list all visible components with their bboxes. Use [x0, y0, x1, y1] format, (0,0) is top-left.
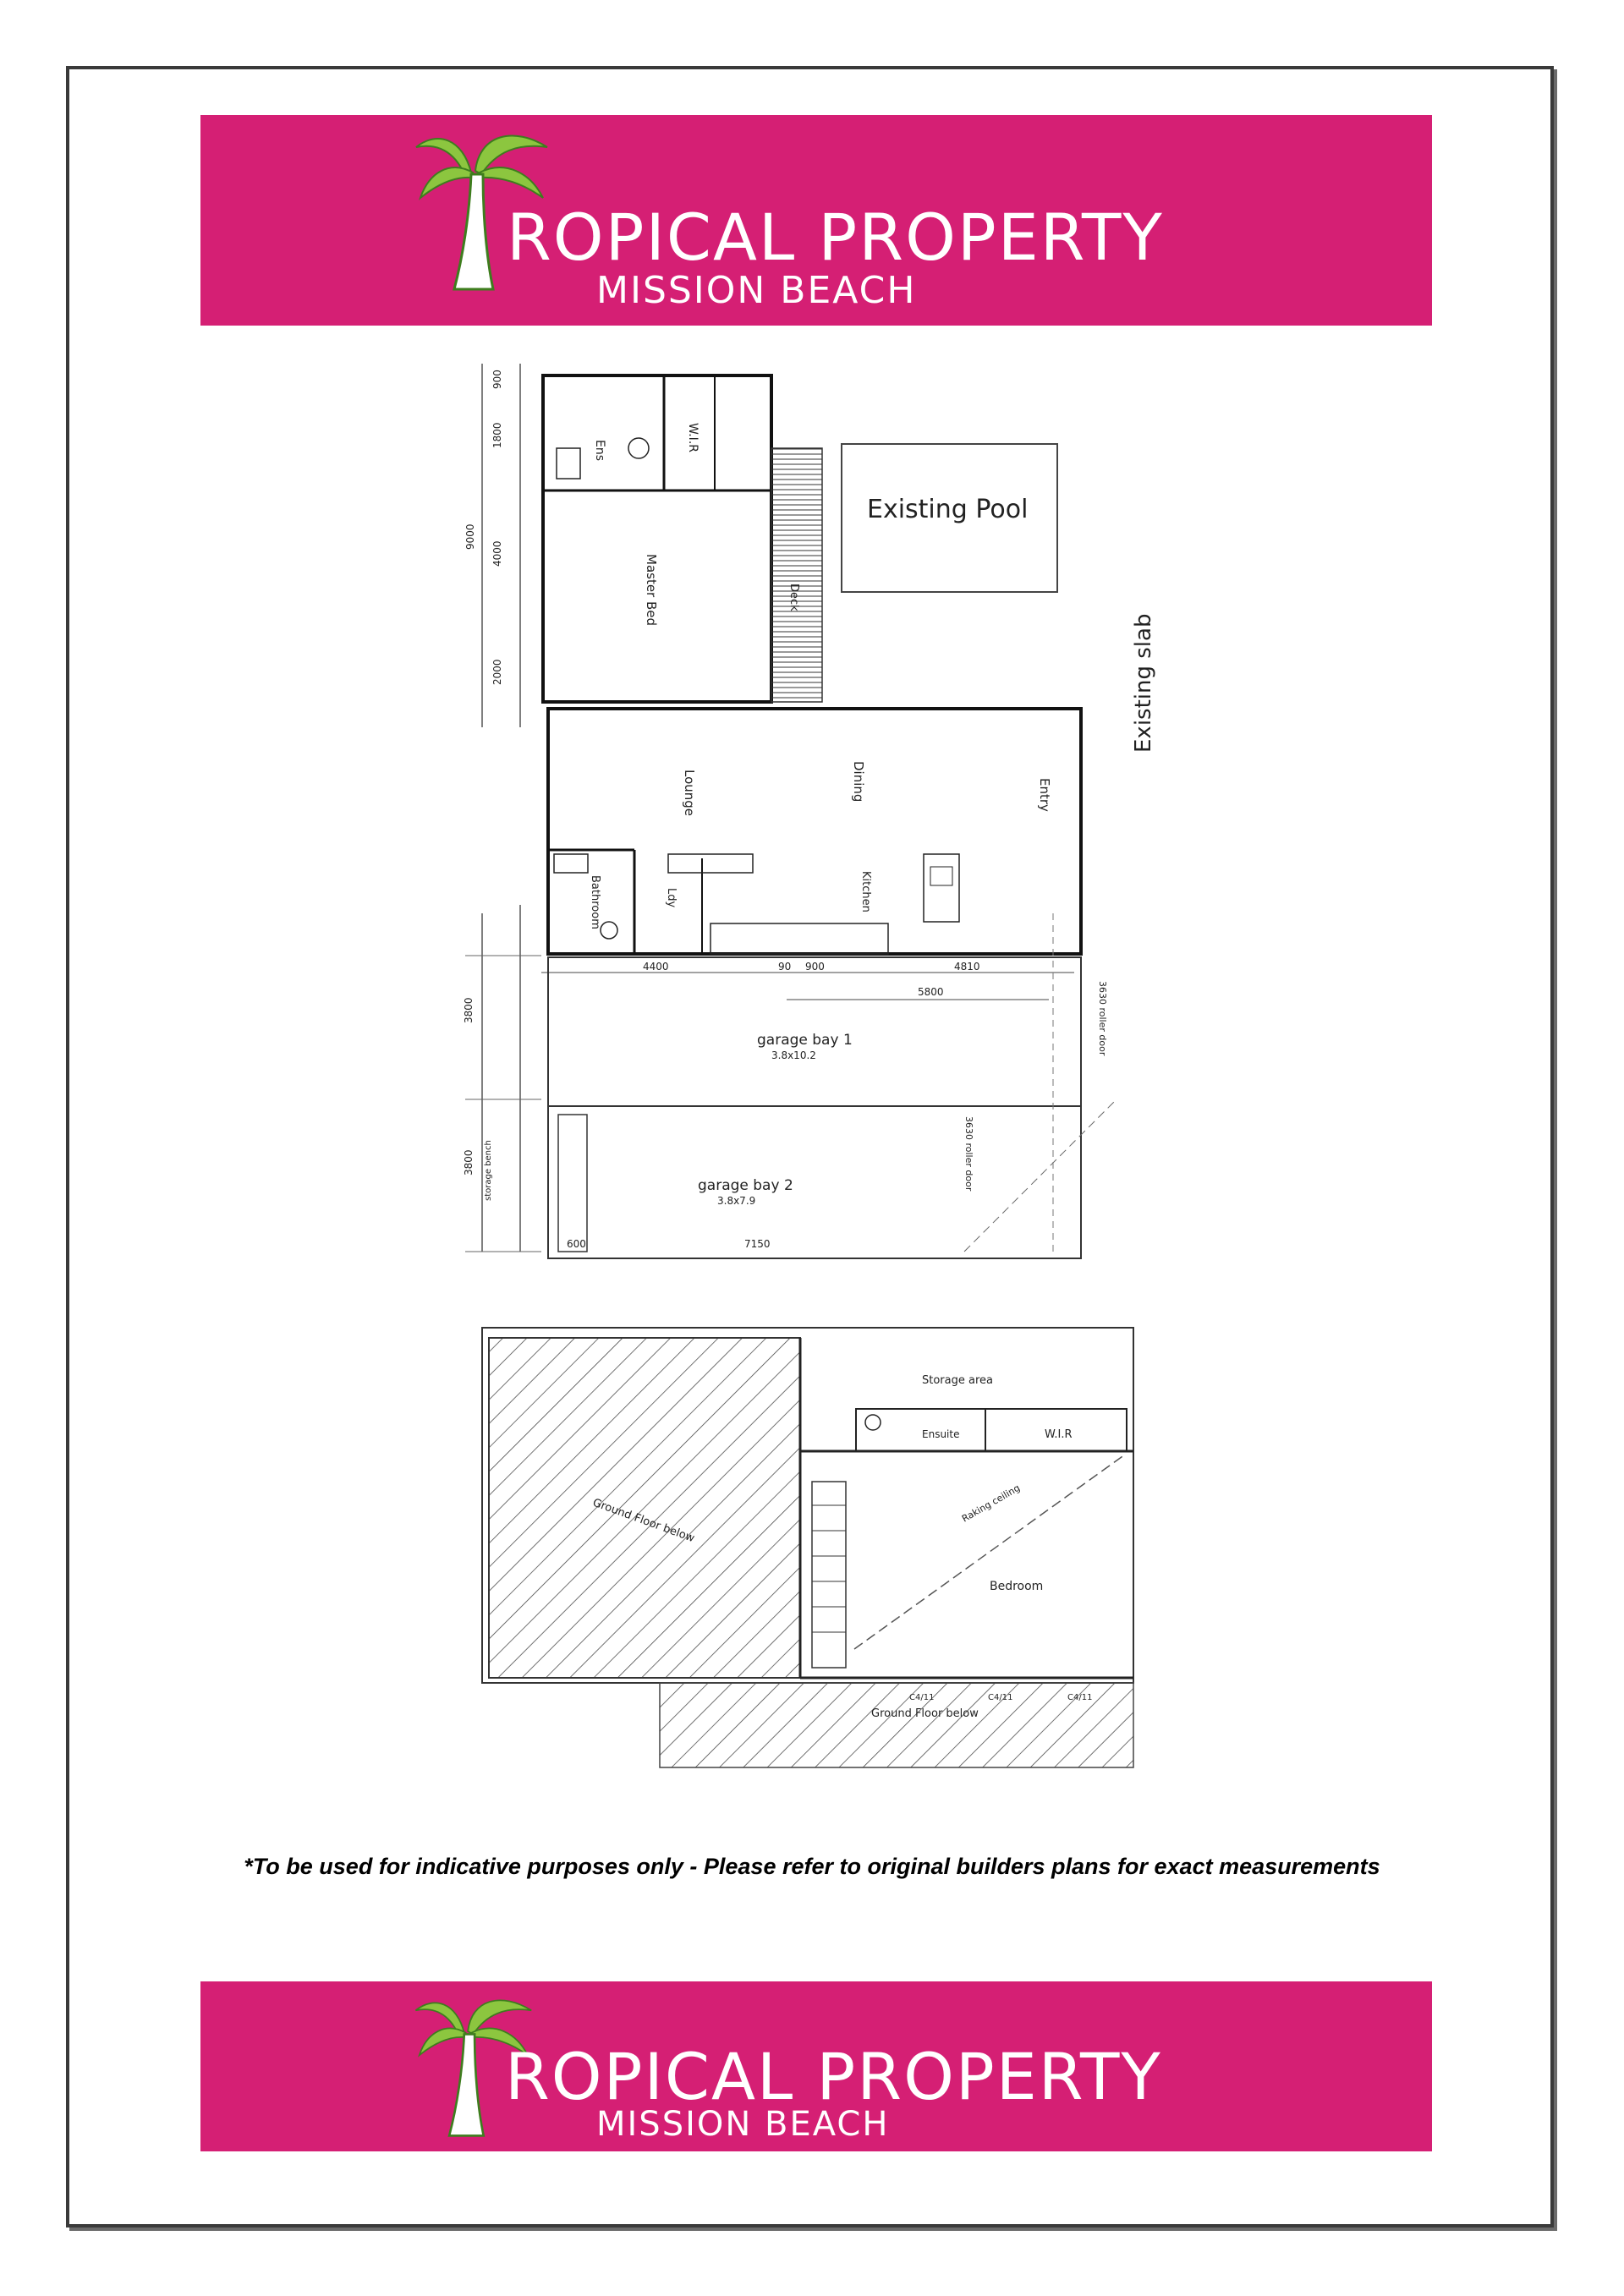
dim-3800-a: 3800: [463, 997, 475, 1023]
room-dining: Dining: [851, 761, 866, 803]
dim-4000: 4000: [491, 540, 503, 567]
brand-name: ROPICAL PROPERTY: [507, 200, 1164, 275]
room-ensuite: Ensuite: [922, 1428, 960, 1440]
room-deck: Deck: [787, 584, 800, 611]
room-bathroom: Bathroom: [589, 875, 601, 929]
dim-600: 600: [567, 1238, 586, 1250]
ground-floor-plan: [463, 364, 1156, 1258]
dim-900b: 900: [805, 961, 825, 973]
upper-floor-plan: [482, 1328, 1133, 1767]
room-lounge: Lounge: [682, 770, 697, 817]
roller-door-2: 3630 roller door: [963, 1116, 974, 1192]
dim-2000: 2000: [491, 659, 503, 685]
raking-ceiling-label: Raking ceiling: [960, 1482, 1023, 1525]
window-code-2: C4/11: [988, 1693, 1013, 1702]
footer-banner: [200, 1981, 1432, 2151]
room-garage-bay-1: garage bay 1: [757, 1032, 853, 1049]
window-code-1: C4/11: [909, 1693, 935, 1702]
brand-location: MISSION BEACH: [596, 269, 917, 312]
footer-brand-location: MISSION BEACH: [596, 2105, 890, 2144]
dim-1800: 1800: [491, 422, 503, 448]
dim-5800: 5800: [918, 986, 944, 998]
room-garage-bay-2: garage bay 2: [698, 1177, 793, 1194]
room-wir-upper: W.I.R: [1045, 1428, 1073, 1441]
ground-floor-below-1: Ground Floor below: [590, 1496, 696, 1546]
room-ens: Ens: [593, 440, 606, 462]
dim-4400: 4400: [643, 961, 669, 973]
dim-900: 900: [491, 370, 503, 389]
room-garage-bay-1-size: 3.8x10.2: [771, 1049, 816, 1061]
roller-door-1: 3630 roller door: [1097, 981, 1108, 1056]
footer-brand-name: ROPICAL PROPERTY: [505, 2039, 1162, 2114]
room-ldy: Ldy: [665, 888, 678, 908]
storage-bench-label: storage bench: [484, 1140, 493, 1201]
ground-floor-below-2: Ground Floor below: [871, 1707, 979, 1720]
dim-90: 90: [778, 961, 792, 973]
dim-4810: 4810: [954, 961, 980, 973]
floor-plans: [457, 355, 1184, 1827]
room-master-bed: Master Bed: [644, 554, 659, 627]
dim-3800-b: 3800: [463, 1149, 475, 1175]
room-kitchen: Kitchen: [859, 871, 872, 912]
dim-9000: 9000: [464, 523, 476, 550]
room-bedroom: Bedroom: [990, 1580, 1044, 1593]
dim-7150: 7150: [744, 1238, 771, 1250]
header-banner: [200, 115, 1432, 326]
room-existing-slab: Existing slab: [1131, 613, 1156, 753]
disclaimer-text: *To be used for indicative purposes only - Please refer to original builders plans for exact measurements: [244, 1854, 1380, 1879]
window-code-3: C4/11: [1067, 1693, 1093, 1702]
room-existing-pool: Existing Pool: [867, 495, 1029, 524]
room-wir: W.I.R: [686, 423, 700, 452]
room-garage-bay-2-size: 3.8x7.9: [717, 1195, 756, 1207]
room-entry: Entry: [1037, 778, 1052, 812]
room-storage-area: Storage area: [922, 1374, 993, 1387]
